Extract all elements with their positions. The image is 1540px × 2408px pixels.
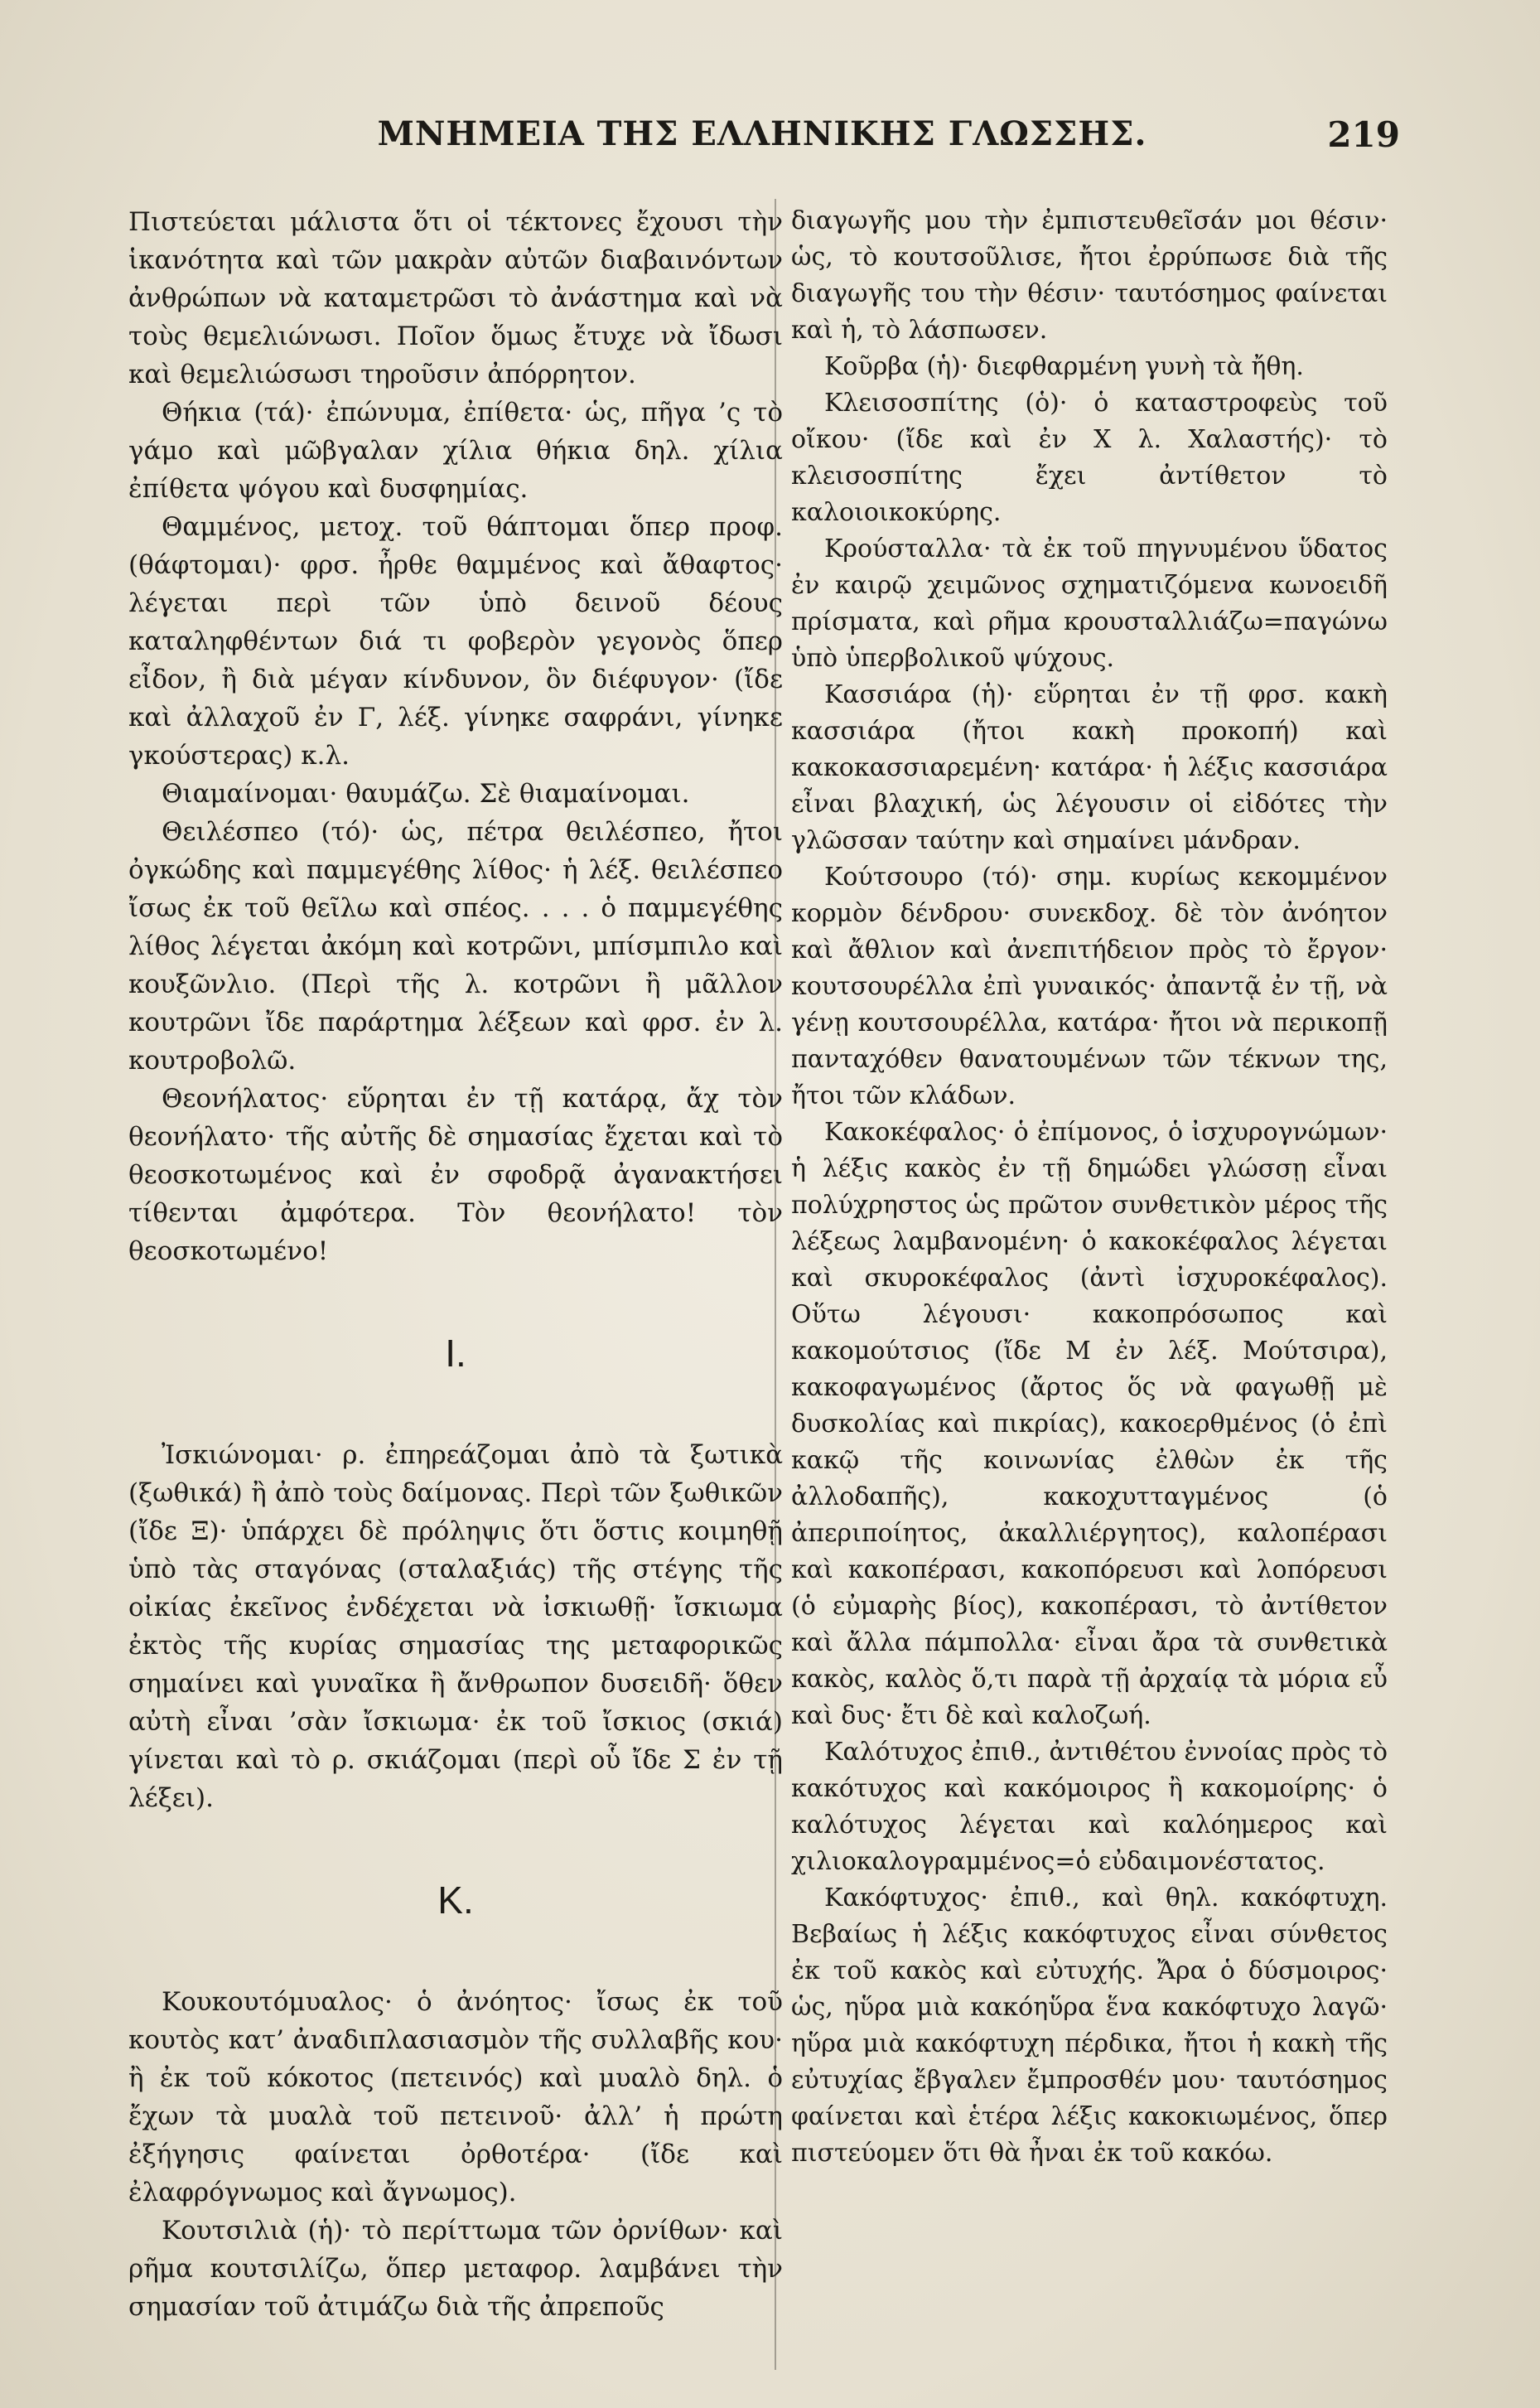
entry-iskionomai: Ἰσκιώνομαι· ρ. ἐπηρεάζομαι ἀπὸ τὰ ξωτικὰ (ξωθικά) ἢ ἀπὸ τοὺς δαίμονας. Περὶ τῶν ξωθικῶν (ἴδε Ξ)· ὑπάρχει δὲ πρόληψις ὅτι ὅστις κοιμηθῇ ὑπὸ τὰς σταγόνας (σταλαξιάς) τῆς στέγης τῆς οἰκίας ἐκεῖνος ἐνδέχεται νὰ ἰσκιωθῇ· ἴσκιωμα ἐκτὸς τῆς κυρίας σημασίας της μεταφορικῶς σημαίνει καὶ γυναῖκα ἢ ἄνθρωπον δυσειδῆ· ὅθεν αὐτὴ εἶναι ’σὰν ἴσκιωμα· ἐκ τοῦ ἴσκιος (σκιά) γίνεται καὶ τὸ ρ. σκιάζομαι (περὶ οὗ ἴδε Σ ἐν τῇ λέξει). (128, 1440, 783, 1813)
entry-kalotychos: Καλότυχος ἐπιθ., ἀντιθέτου ἐννοίας πρὸς τὸ κακότυχος καὶ κακόμοιρος ἢ κακομοίρης· ὁ καλότυχος λέγεται καὶ καλόημερος καὶ χιλιοκαλογραμμένος=ὁ εὐδαιμονέστατος. (791, 1738, 1388, 1876)
paragraph: διαγωγῆς μου τὴν ἐμπιστευθεῖσάν μοι θέσιν· ὡς, τὸ κουτσοῦλισε, ἤτοι ἐρρύπωσε διὰ τῆς διαγωγῆς του τὴν θέσιν· ταυτόσημος φαίνεται καὶ ἡ, τὸ λάσπωσεν. (791, 206, 1388, 345)
right-column (791, 203, 1388, 2172)
page-header (124, 114, 1400, 156)
entry-kourva: Κοῦρβα (ἡ)· διεφθαρμένη γυνὴ τὰ ἤθη. (824, 352, 1304, 381)
paragraph: Πιστεύεται μάλιστα ὅτι οἱ τέκτονες ἔχουσι τὴν ἱκανότητα καὶ τῶν μακρὰν αὐτῶν διαβαινόντων ἀνθρώπων νὰ καταμετρῶσι τὸ ἀνάστημα καὶ νὰ τοὺς θεμελιώνωσι. Ποῖον ὅμως ἔτυχε νὰ ἴδωσι καὶ θεμελιώσωσι τηροῦσιν ἀπόρρητον. (128, 207, 783, 389)
entry-koutsouro: Κούτσουρο (τό)· σημ. κυρίως κεκομμένον κορμὸν δένδρου· συνεκδοχ. δὲ τὸν ἀνόητον καὶ ἄθλιον καὶ ἀνεπιτήδειον πρὸς τὸ ἔργον· κουτσουρέλλα ἐπὶ γυναικός· ἀπαντᾷ ἐν τῇ, νὰ γένῃ κουτσουρέλλα, κατάρα· ἤτοι νὰ περικοπῇ πανταχόθεν θανατουμένων τῶν τέκνων της, ἤτοι τῶν κλάδων. (791, 863, 1388, 1110)
entry-thiamainomai: Θιαμαίνομαι· θαυμάζω. Σὲ θιαμαίνομαι. (162, 779, 690, 809)
entry-kakoftychos: Κακόφτυχος· ἐπιθ., καὶ θηλ. κακόφτυχη. Βεβαίως ἡ λέξις κακόφτυχος εἶναι σύνθετος ἐκ τοῦ κακὸς καὶ εὐτυχής. Ἄρα ὁ δύσμοιρος· ὡς, ηὕρα μιὰ κακόηὕρα ἕνα κακόφτυχο λαγῶ· ηὕρα μιὰ κακόφτυχη πέρδικα, ἤτοι ἡ κακὴ τῆς εὐτυχίας ἔβγαλεν ἔμπροσθέν μου· ταυτόσημος φαίνεται καὶ ἑτέρα λέξις κακοκιωμένος, ὅπερ πιστεύομεν ὅτι θὰ ἦναι ἐκ τοῦ κακόω. (791, 1883, 1388, 2168)
section-heading-i: I. (445, 1332, 466, 1375)
section-heading-k: Κ. (437, 1879, 474, 1922)
entry-thikia: Θήκια (τά)· ἐπώνυμα, ἐπίθετα· ὡς, πῆγα ’ς τὸ γάμο καὶ μῶβγαλαν χίλια θήκια δηλ. χίλια ἐπίθετα ψόγου καὶ δυσφημίας. (128, 398, 783, 504)
entry-kleisospitis: Κλεισοσπίτης (ὁ)· ὁ καταστροφεὺς τοῦ οἴκου· (ἴδε καὶ ἐν Χ λ. Χαλαστής)· τὸ κλεισοσπίτης ἔχει ἀντίθετον τὸ καλοιοικοκύρης. (791, 389, 1388, 527)
entry-koukoutomyalos: Κουκουτόμυαλος· ὁ ἀνόητος· ἴσως ἐκ τοῦ κουτὸς κατ’ ἀναδιπλασιασμὸν τῆς συλλαβῆς κου· ἢ ἐκ τοῦ κόκοτος (πετεινός) καὶ μυαλὸ δηλ. ὁ ἔχων τὰ μυαλὰ τοῦ πετεινοῦ· ἀλλ’ ἡ πρώτη ἐξήγησις φαίνεται ὀρθοτέρα· (ἴδε καὶ ἐλαφρόγνωμος καὶ ἄγνωμος). (128, 1987, 783, 2207)
entry-kakokefalos: Κακοκέφαλος· ὁ ἐπίμονος, ὁ ἰσχυρογνώμων· ἡ λέξις κακὸς ἐν τῇ δημώδει γλώσσῃ εἶναι πολύχρηστος ὡς πρῶτον συνθετικὸν μέρος τῆς λέξεως λαμβανομένη· ὁ κακοκέφαλος λέγεται καὶ σκυροκέφαλος (ἀντὶ ἰσχυροκέφαλος). Οὕτω λέγουσι· κακοπρόσωπος καὶ κακομούτσιος (ἴδε Μ ἐν λέξ. Μούτσιρα), κακοφαγωμένος (ἄρτος ὅς νὰ φαγωθῇ μὲ δυσκολίας καὶ πικρίας), κακοερθμένος (ὁ ἐπὶ κακῷ τῆς κοινωνίας ἐλθὼν ἐκ τῆς ἀλλοδαπῆς), κακοχυτταγμένος (ὁ ἀπεριποίητος, ἀκαλλιέργητος), καλοπέρασι καὶ κακοπέρασι, κακοπόρευσι καὶ λοπόρευσι (ὁ εὐμαρὴς βίος), κακοπέρασι, τὸ ἀντίθετον καὶ ἄλλα πάμπολλα· εἶναι ἄρα τὰ συνθετικὰ κακὸς, καλὸς ὅ,τι παρὰ τῇ ἀρχαίᾳ τὰ μόρια εὖ καὶ δυς· ἔτι δὲ καὶ καλοζωή. (791, 1118, 1388, 1730)
entry-krousstalla: Κρούσταλλα· τὰ ἐκ τοῦ πηγνυμένου ὕδατος ἐν καιρῷ χειμῶνος σχηματιζόμενα κωνοειδῆ πρίσματα, καὶ ρῆμα κρουσταλλιάζω=παγώνω ὑπὸ ὑπερβολικοῦ ψύχους. (791, 534, 1388, 673)
running-title: ΜΝΗΜΕΙΑ ΤΗΣ ΕΛΛΗΝΙΚΗΣ ΓΛΩΣΣΗΣ. (377, 114, 1147, 153)
entry-thammenos: Θαμμένος, μετοχ. τοῦ θάπτομαι ὅπερ προφ. (θάφτομαι)· φρσ. ἦρθε θαμμένος καὶ ἄθαφτος· λέγεται περὶ τῶν ὑπὸ δεινοῦ δέους καταληφθέντων διά τι φοβερὸν γεγονὸς ὅπερ εἶδον, ἢ διὰ μέγαν κίνδυνον, ὃν διέφυγον· (ἴδε καὶ ἀλλαχοῦ ἐν Γ, λέξ. γίνηκε σαφράνι, γίνηκε γκούστερας) κ.λ. (128, 512, 783, 771)
page-number: 219 (1327, 114, 1400, 155)
entry-kassiara: Κασσιάρα (ἡ)· εὕρηται ἐν τῇ φρσ. κακὴ κασσιάρα (ἤτοι κακὴ προκοπή) καὶ κακοκασσιαρεμένη· κατάρα· ἡ λέξις κασσιάρα εἶναι βλαχική, ὡς λέγουσιν οἱ εἰδότες τὴν γλῶσσαν ταύτην καὶ σημαίνει μάνδραν. (791, 680, 1388, 855)
entry-theonilatos: Θεονήλατος· εὕρηται ἐν τῇ κατάρᾳ, ἄχ τὸν θεονήλατο· τῆς αὐτῆς δὲ σημασίας ἔχεται καὶ τὸ θεοσκοτωμένος καὶ ἐν σφοδρᾷ ἀγανακτήσει τίθενται ἀμφότερα. Τὸν θεονήλατο! τὸν θεοσκοτωμένο! (128, 1084, 783, 1266)
left-column (128, 203, 783, 2326)
entry-koutsilia: Κουτσιλιὰ (ἡ)· τὸ περίττωμα τῶν ὀρνίθων· καὶ ρῆμα κουτσιλίζω, ὅπερ μεταφορ. λαμβάνει τὴν σημασίαν τοῦ ἀτιμάζω διὰ τῆς ἀπρεποῦς (128, 2216, 783, 2322)
entry-theilespeo: Θειλέσπεο (τό)· ὡς, πέτρα θειλέσπεο, ἤτοι ὀγκώδης καὶ παμμεγέθης λίθος· ἡ λέξ. θειλέσπεο ἴσως ἐκ τοῦ θεῖλω καὶ σπέος. . . . ὁ παμμεγέθης λίθος λέγεται ἀκόμη καὶ κοτρῶνι, μπίσμπιλο καὶ κουξῶνλιο. (Περὶ τῆς λ. κοτρῶνι ἢ μᾶλλον κουτρῶνι ἴδε παράρτημα λέξεων καὶ φρσ. ἐν λ. κουτροβολῶ. (128, 817, 783, 1076)
